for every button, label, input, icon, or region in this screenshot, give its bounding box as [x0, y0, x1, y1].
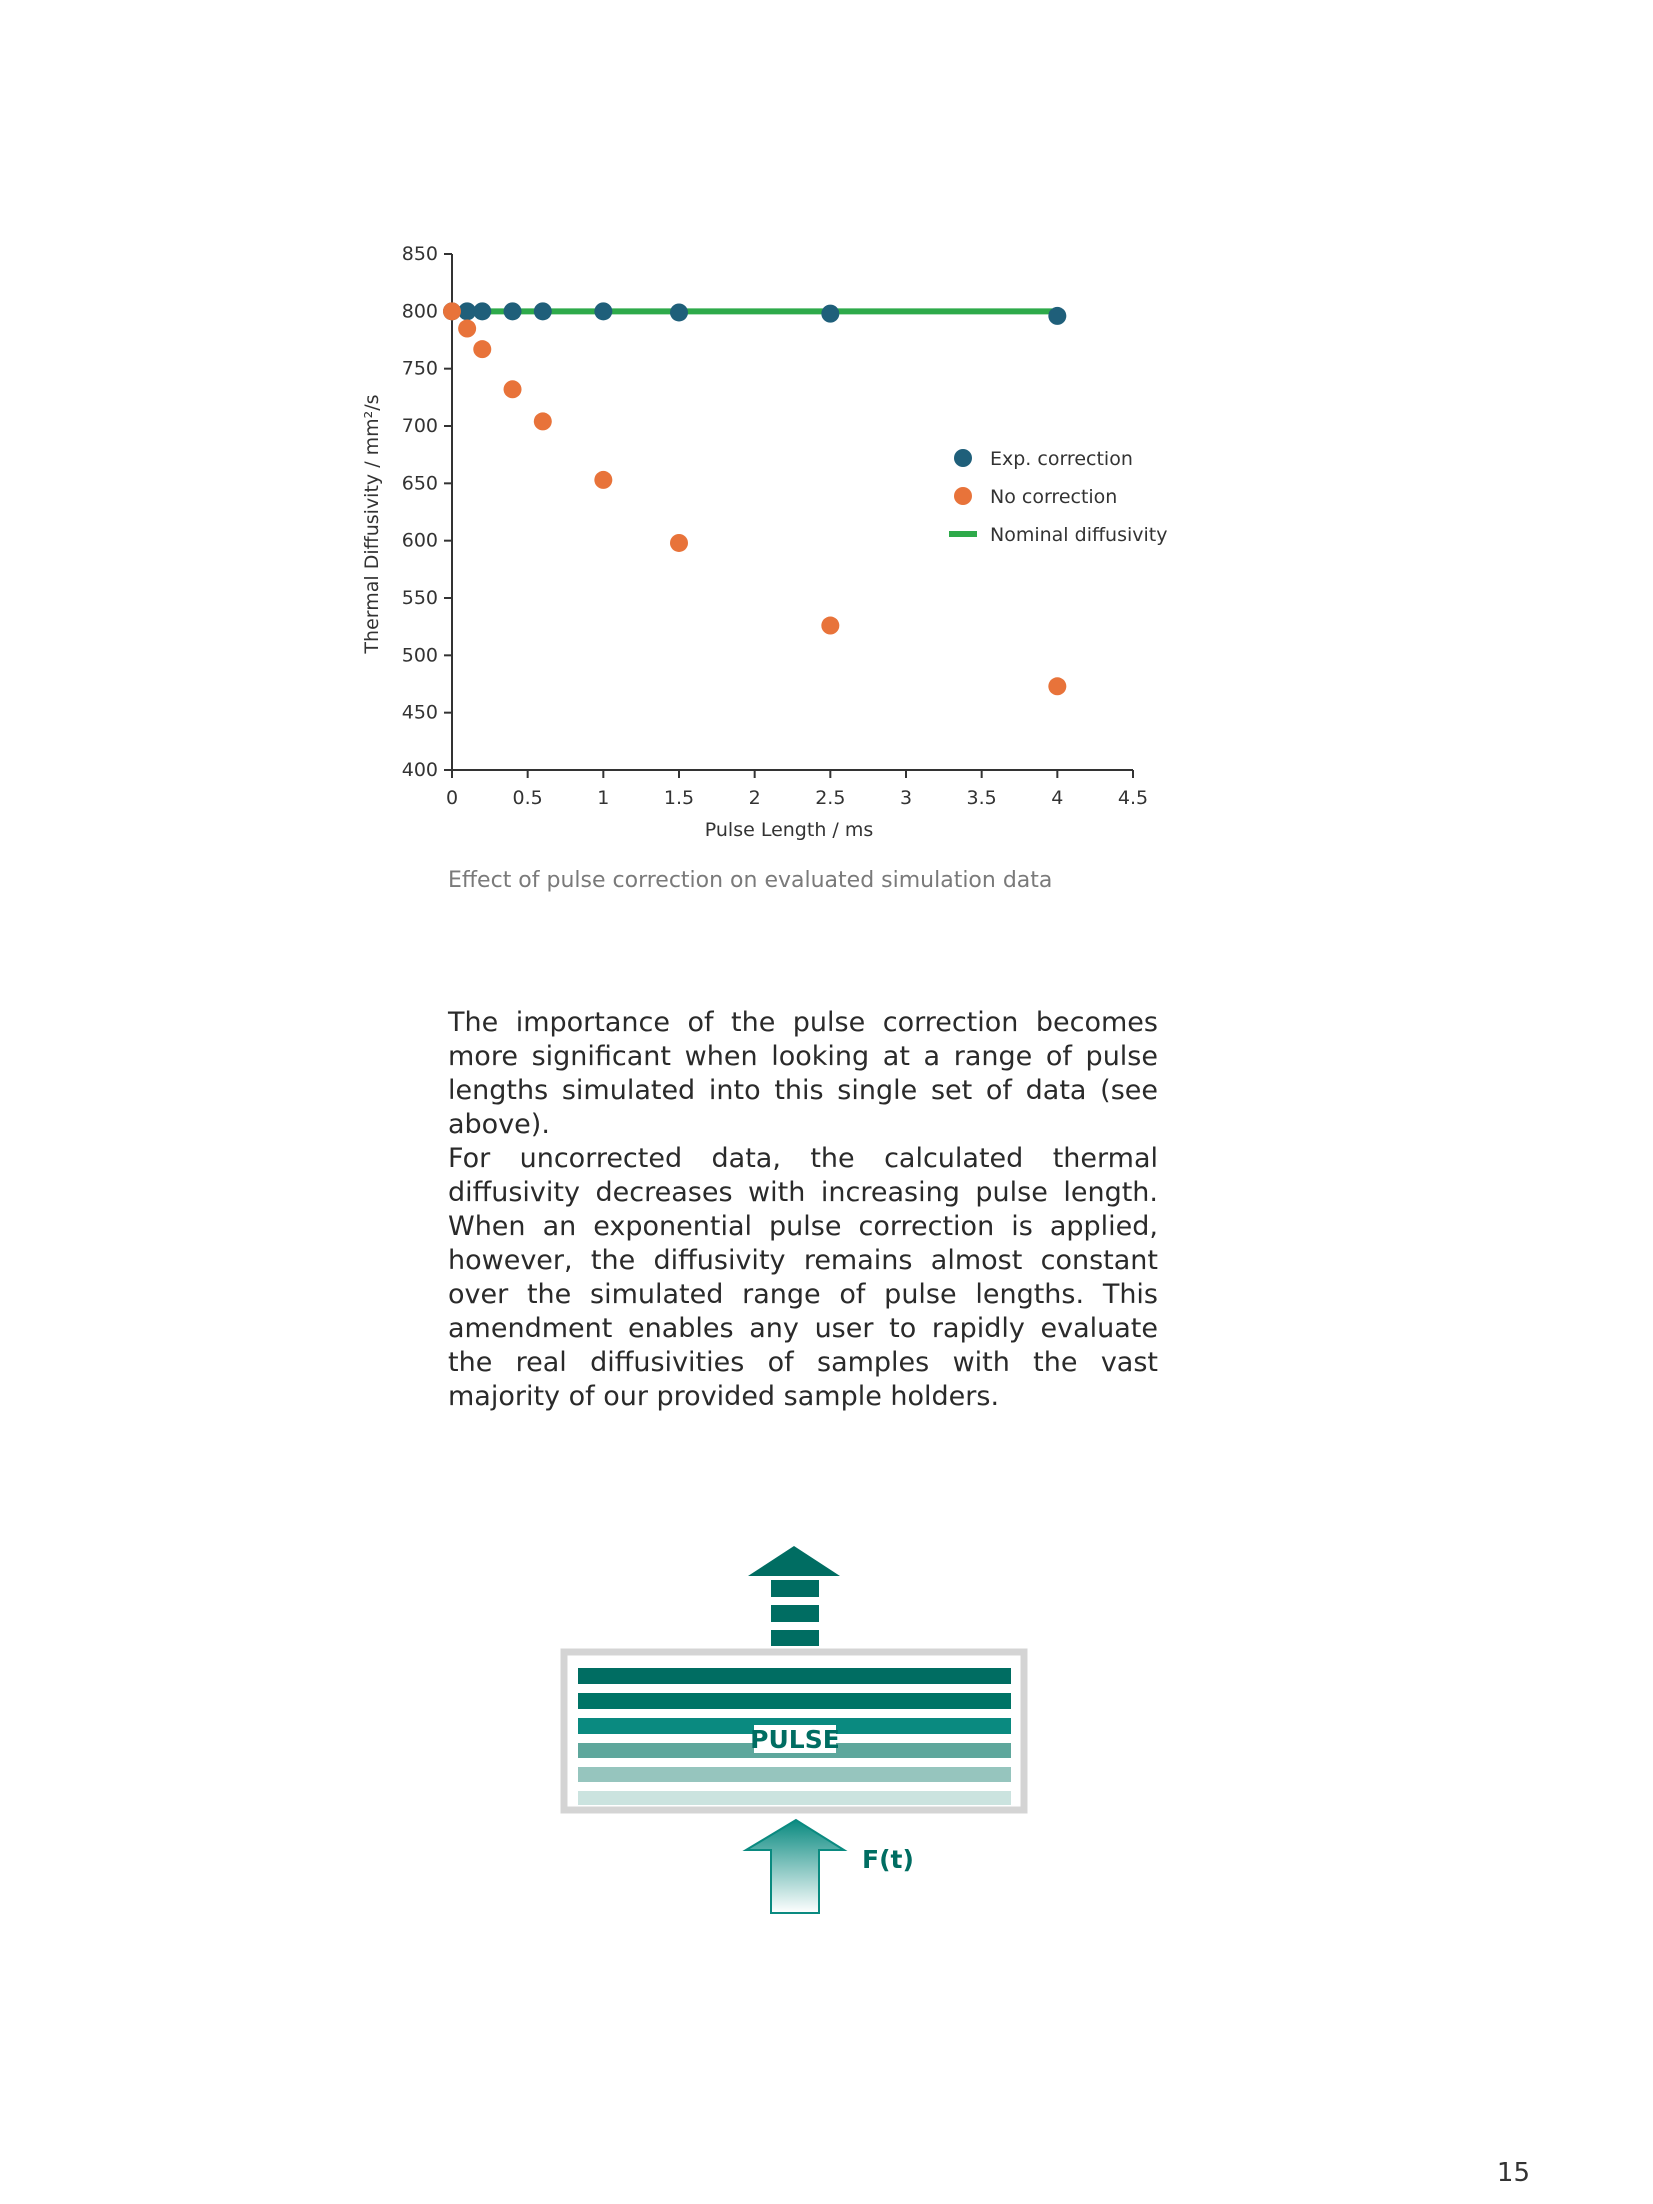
x-tick-label: 0.5: [512, 787, 543, 809]
y-tick-label: 850: [401, 243, 438, 265]
legend-label: Exp. correction: [990, 448, 1133, 470]
x-tick-label: 2.5: [815, 787, 846, 809]
y-tick-label: 750: [401, 357, 438, 380]
y-tick-label: 500: [401, 644, 438, 667]
x-tick-label: 1: [597, 787, 610, 809]
x-tick-label: 3: [899, 787, 913, 809]
legend-label: Nominal diffusivity: [990, 524, 1168, 546]
y-tick-label: 550: [401, 587, 438, 609]
x-tick-label: 4: [1051, 787, 1064, 809]
x-tick-label: 1.5: [663, 787, 695, 809]
x-axis-label: Pulse Length / ms: [704, 819, 874, 841]
input-arrow-icon: [746, 1820, 844, 1913]
x-tick-label: 4.5: [1117, 787, 1149, 809]
paragraph-2: For uncorrected data, the calculated thermal diffusivity decreases with increasing pulse length. When an exponential pulse correction is applied, however, the diffusivity remains almost constant over the simulated range of pulse lengths. This amendment enables any user to rapidly evaluate the real diffusivities of samples with the vast majority of our provided sample holders.: [448, 1143, 1158, 1412]
x-tick-label: 2: [748, 787, 761, 809]
x-tick-label: 3.5: [966, 787, 997, 809]
function-label: F(t): [862, 1845, 914, 1874]
y-tick-label: 600: [401, 529, 438, 552]
paragraph-1: The importance of the pulse correction becomes more significant when looking at a range of pulse lengths simulated into this single set of data (see above).: [448, 1007, 1158, 1140]
legend-label: No correction: [990, 486, 1118, 508]
output-arrow-icon: [748, 1546, 840, 1646]
pulse-label: PULSE: [750, 1725, 840, 1754]
y-tick-label: 650: [401, 472, 438, 495]
page-number: 15: [1496, 2158, 1530, 2188]
x-tick-label: 0: [445, 787, 459, 809]
y-tick-label: 400: [401, 759, 438, 781]
y-axis-label: Thermal Diffusivity / mm²/s: [361, 394, 383, 654]
chart-caption: Effect of pulse correction on evaluated simulation data: [448, 868, 1053, 893]
y-tick-label: 700: [401, 415, 438, 437]
y-tick-label: 450: [401, 701, 438, 724]
y-tick-label: 800: [401, 300, 438, 323]
